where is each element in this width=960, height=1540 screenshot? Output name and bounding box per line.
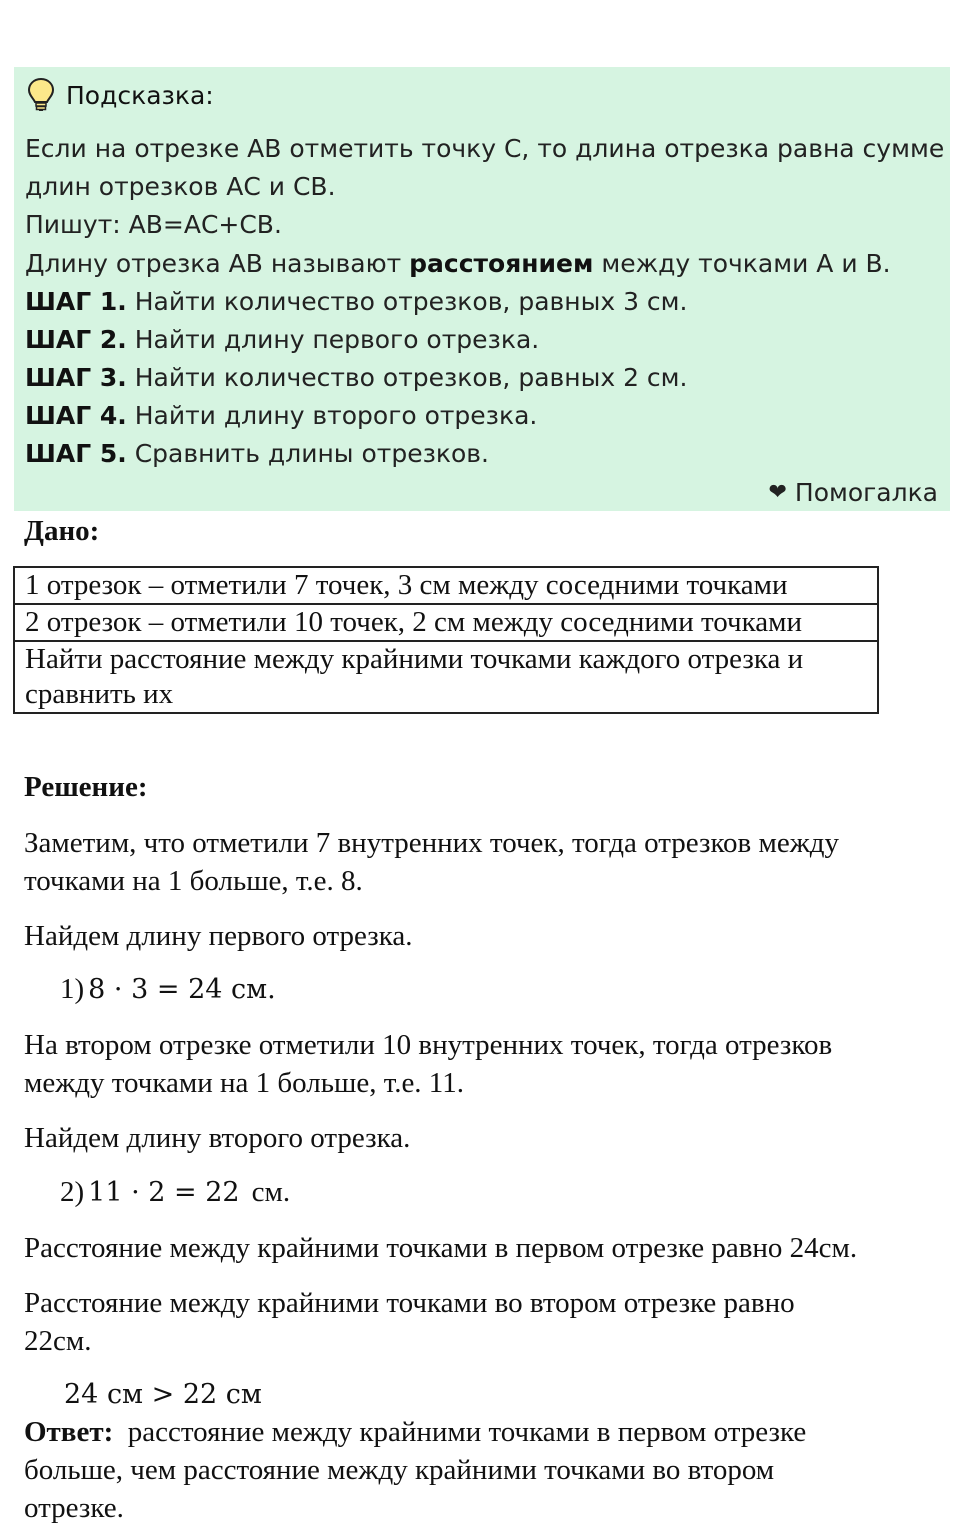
hint-text-line: длин отрезков АС и СВ. [25,172,336,201]
paragraph-line: Расстояние между крайними точками во втором отрезке равно [24,1287,795,1319]
answer-line: больше, чем расстояние между крайними точками во втором [24,1454,775,1486]
solution-paragraph [24,1284,795,1360]
equation-unit: см. [251,1176,291,1208]
step-text: Сравнить длины отрезков. [126,439,489,468]
hint-step [25,435,489,473]
hint-distance-after: между точками А и В. [593,249,891,278]
solution-title: Решение: [24,771,148,803]
lightbulb-icon [26,77,56,113]
step-text: Найти длину второго отрезка. [126,401,538,430]
answer-label: Ответ: [24,1416,114,1448]
step-label: ШАГ 2. [25,325,127,354]
step-label: ШАГ 3. [25,363,127,392]
hint-header [26,75,214,115]
hint-text-line: Пишут: АВ=АС+СВ. [25,210,282,239]
answer-line [24,1413,806,1451]
answer-block [24,1413,806,1527]
step-label: ШАГ 5. [25,439,127,468]
solution-paragraph: Найдем длину второго отрезка. [24,1122,411,1154]
hint-step [25,321,539,359]
step-text: Найти количество отрезков, равных 3 см. [126,287,688,316]
equation-number: 1) [60,973,85,1005]
step-text: Найти количество отрезков, равных 2 см. [126,363,688,392]
hint-title: Подсказка: [66,80,214,110]
hint-text-line: Если на отрезке АВ отметить точку С, то длина отрезка равна сумме [25,134,945,163]
paragraph-line: между точками на 1 больше, т.е. 11. [24,1067,464,1099]
step-label: ШАГ 1. [25,287,127,316]
table-cell: 2 отрезок – отметили 10 точек, 2 см между соседними точками [14,604,878,641]
step-label: ШАГ 4. [25,401,127,430]
paragraph-line: 22см. [24,1325,92,1357]
table-row [14,641,878,713]
answer-line: отрезке. [24,1492,124,1524]
given-title: Дано: [24,515,100,547]
hint-step [25,397,537,435]
paragraph-line: На втором отрезке отметили 10 внутренних точек, тогда отрезков [24,1029,833,1061]
equation-number: 2) [60,1176,85,1208]
footer-brand: Помогалка [794,478,938,507]
hint-footer[interactable] [768,474,938,512]
solution-paragraph: Найдем длину первого отрезка. [24,920,413,952]
hint-distance-before: Длину отрезка АВ называют [25,249,410,278]
solution-paragraph [24,824,839,900]
given-table [13,566,879,714]
table-cell-line: Найти расстояние между крайними точками каждого отрезка и [25,643,804,675]
heart-icon: ❤ [768,480,787,505]
equation-1 [60,970,276,1013]
hint-box [14,67,950,511]
hint-distance-line [25,245,891,283]
table-row [14,604,878,641]
table-cell [14,641,878,713]
step-text: Найти длину первого отрезка. [126,325,540,354]
comparison-expression: 24 см > 22 см [64,1379,262,1410]
solution-paragraph: Расстояние между крайними точками в первом отрезке равно 24см. [24,1232,858,1264]
equation-2 [60,1173,290,1216]
answer-text: расстояние между крайними точками в первом отрезке [113,1416,807,1448]
table-row [14,567,878,604]
equation-expression: 11 · 2 = 22 [88,1177,240,1208]
paragraph-line: точками на 1 больше, т.е. 8. [24,865,363,897]
solution-paragraph [24,1026,832,1102]
hint-step [25,283,687,321]
table-cell: 1 отрезок – отметили 7 точек, 3 см между соседними точками [14,567,878,604]
hint-step [25,359,687,397]
paragraph-line: Заметим, что отметили 7 внутренних точек, тогда отрезков между [24,827,840,859]
equation-expression: 8 · 3 = 24 см. [88,974,276,1005]
hint-distance-term: расстоянием [409,249,594,278]
table-cell-line: сравнить их [25,678,174,710]
